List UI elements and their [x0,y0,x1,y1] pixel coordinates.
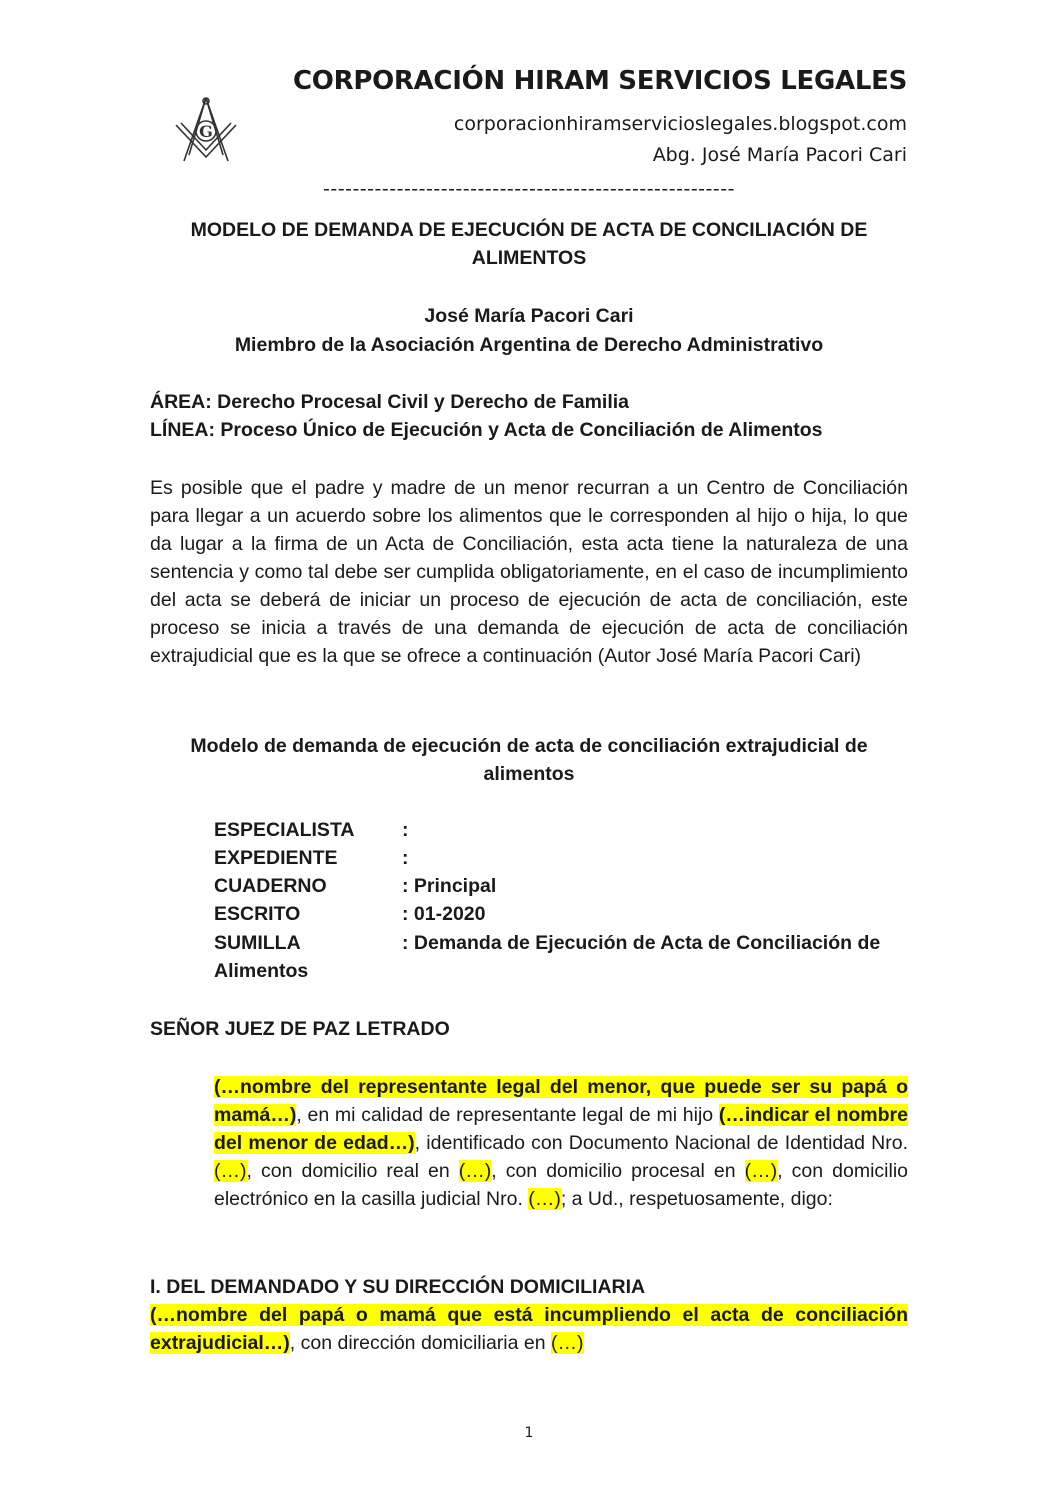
document-title-line1: MODELO DE DEMANDA DE EJECUCIÓN DE ACTA DE CONCILIACIÓN DE [190,219,868,241]
firm-author: Abg. José María Pacori Cari [652,144,907,166]
header-separator: -------------------------------------------------------- [323,178,735,200]
petition-text-4: , con domicilio procesal en [491,1160,745,1182]
model-title-line1: Modelo de demanda de ejecución de acta de conciliación extrajudicial de [190,735,868,757]
field-value-expediente: : [402,847,409,869]
author-name: José María Pacori Cari [424,305,634,327]
field-label-cuaderno: CUADERNO [214,875,327,897]
linea-line: LÍNEA: Proceso Único de Ejecución y Acta de Conciliación de Alimentos [150,419,823,441]
petition-paragraph [214,1073,908,1213]
placeholder-casilla: (…) [528,1188,561,1210]
section-1-text: , con dirección domiciliaria en [289,1332,551,1354]
field-label-especialista: ESPECIALISTA [214,819,355,841]
petition-text-3: , con domicilio real en [246,1160,459,1182]
petition-text-5: , con domicilio electrónico en la casilla judicial Nro. [214,1160,908,1210]
field-value-cuaderno: : Principal [402,875,497,897]
addressee: SEÑOR JUEZ DE PAZ LETRADO [150,1018,450,1040]
logo-letter: G [199,122,213,141]
area-line: ÁREA: Derecho Procesal Civil y Derecho de Familia [150,391,630,413]
field-value-escrito: : 01-2020 [402,903,486,925]
placeholder-real-address: (…) [458,1160,492,1182]
petition-text-1: , en mi calidad de representante legal de mi hijo [296,1104,719,1126]
placeholder-procedural-address: (…) [744,1160,778,1182]
petition-text-6: ; a Ud., respetuosamente, digo: [560,1188,833,1210]
placeholder-defendant-address: (…) [551,1332,584,1354]
page-number: 1 [524,1425,534,1441]
field-label-escrito: ESCRITO [214,903,301,925]
intro-paragraph: Es posible que el padre y madre de un menor recurran a un Centro de Conciliación para llegar a un acuerdo sobre los alimentos que le corresponden al hijo o hija, lo que da lugar a la firma de un Acta de Conciliación, esta acta tiene la naturaleza de una sentencia y como tal debe ser cumplida obligatoriamente, en el caso de incumplimiento del acta se deberá de iniciar un proceso de ejecución de acta de conciliación, este proceso se inicia a través de una demanda de ejecución de acta de conciliación extrajudicial que es la que se ofrece a continuación (Autor José María Pacori Cari) [150,477,908,667]
square-compass-g-icon [170,95,242,167]
placeholder-dni: (…) [214,1160,247,1182]
placeholder-representative: (…nombre del representante legal del menor, que puede ser su papá o mamá…) [214,1076,908,1126]
author-role: Miembro de la Asociación Argentina de Derecho Administrativo [234,334,824,356]
section-1-heading: I. DEL DEMANDADO Y SU DIRECCIÓN DOMICILIARIA [150,1276,646,1298]
field-value-sumilla: : Demanda de Ejecución de Acta de Conciliación de [402,932,881,954]
firm-name: CORPORACIÓN HIRAM SERVICIOS LEGALES [293,66,907,96]
petition-text-2: , identificado con Documento Nacional de Identidad Nro. [414,1132,909,1154]
placeholder-defendant: (…nombre del papá o mamá que está incumpliendo el acta de conciliación extrajudicial…) [150,1304,908,1354]
field-label-expediente: EXPEDIENTE [214,847,338,869]
section-1-paragraph [150,1301,908,1357]
field-value-especialista: : [402,819,409,841]
firm-website: corporacionhiramservicioslegales.blogspot.com [453,113,907,135]
placeholder-minor-name: (…indicar el nombre del menor de edad…) [214,1104,908,1154]
model-title-line2: alimentos [483,763,575,785]
field-label-sumilla: SUMILLA [214,932,301,954]
document-title-line2: ALIMENTOS [471,247,587,269]
field-value-sumilla-cont: Alimentos [214,960,309,982]
